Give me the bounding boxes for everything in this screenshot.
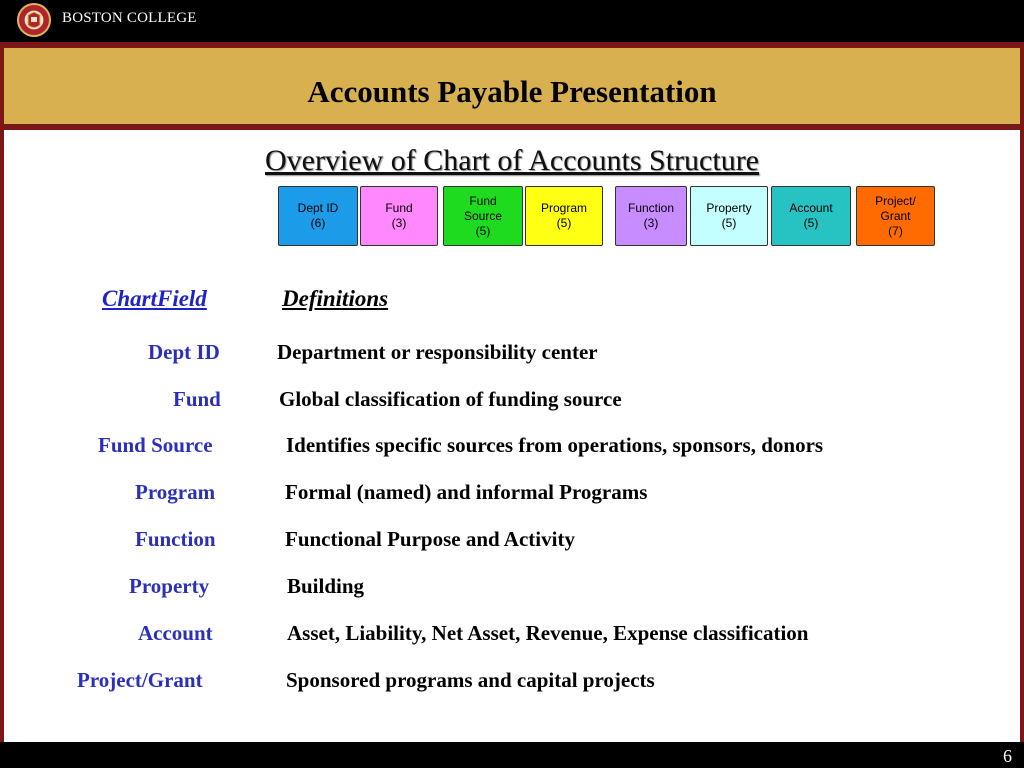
definitions-column-header: Definitions [282,286,389,311]
term-project-grant: Project/Grant [77,668,203,692]
slide-content [4,130,1020,742]
definition-property: Building [287,574,365,598]
slide-frame [0,42,1024,742]
definition-function: Functional Purpose and Activity [285,527,575,551]
definition-project-grant: Sponsored programs and capital projects [286,668,655,692]
top-bar [0,0,1024,42]
chartfield-box-program: Program (5) [525,186,603,246]
chartfield-column-header: ChartField [102,286,207,311]
definition-dept-id: Department or responsibility center [277,340,598,364]
definition-fund-source: Identifies specific sources from operations, sponsors, donors [286,433,824,457]
slide-title: Accounts Payable Presentation [307,74,717,109]
chartfield-box-dept-id: Dept ID (6) [278,186,358,246]
chartfield-box-fund-source: Fund Source (5) [443,186,523,246]
institution-name: BOSTON COLLEGE [62,10,197,26]
definition-account: Asset, Liability, Net Asset, Revenue, Expense classification [287,621,809,645]
slide-subtitle: Overview of Chart of Accounts Structure [264,144,760,177]
title-band [4,48,1020,126]
term-fund: Fund [173,387,221,411]
term-account: Account [138,621,213,645]
chartfield-box-property: Property (5) [690,186,768,246]
definition-program: Formal (named) and informal Programs [285,480,648,504]
term-program: Program [135,480,216,504]
boston-college-seal-icon [17,3,51,37]
chartfield-box-account: Account (5) [771,186,851,246]
chartfield-box-project-grant: Project/ Grant (7) [856,186,935,246]
chartfield-box-fund: Fund (3) [360,186,438,246]
term-function: Function [135,527,216,551]
definition-fund: Global classification of funding source [279,387,622,411]
page-number: 6 [1003,746,1012,766]
chartfield-box-function: Function (3) [615,186,687,246]
term-dept-id: Dept ID [148,340,220,364]
term-property: Property [129,574,210,598]
term-fund-source: Fund Source [98,433,213,457]
